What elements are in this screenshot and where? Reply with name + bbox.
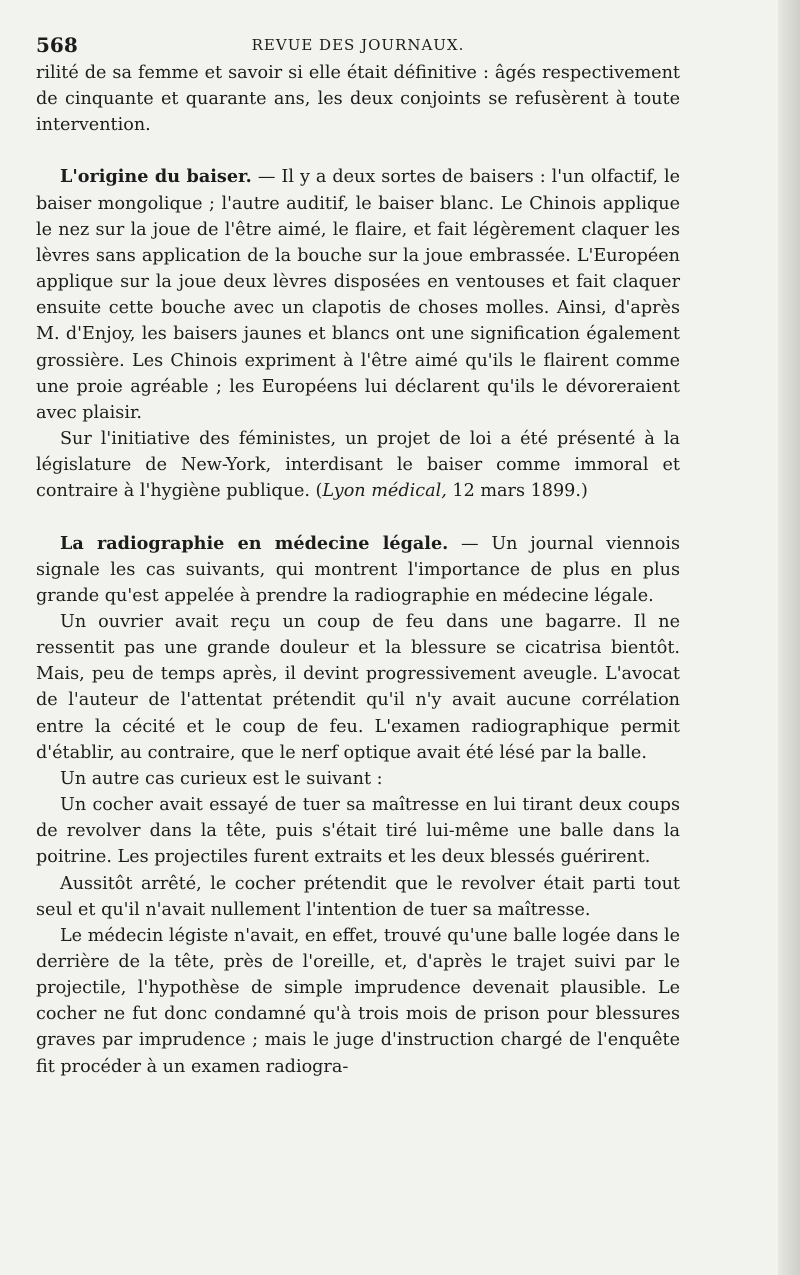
radiographie-paragraph-4: Un cocher avait essayé de tuer sa maîtresse en lui tirant deux coups de revolver dans la tête, puis s'était tiré lui-même une balle dans la poitrine. Les projectiles furent extraits et les deux blessés guérirent. — [36, 795, 680, 868]
running-title: REVUE DES JOURNAUX. — [251, 36, 465, 54]
continuation-paragraph: rilité de sa femme et savoir si elle était définitive : âgés respectivement de cinquante et quarante ans, les deux conjoints se refusèrent à toute intervention. — [36, 63, 680, 136]
baiser-paragraph-2 — [36, 426, 680, 504]
citation-source: Lyon médical, — [322, 481, 447, 502]
page-edge-shadow — [778, 0, 800, 1275]
article-title-radiographie: La radiographie en médecine légale. — [60, 532, 449, 554]
article-origine-baiser — [36, 164, 680, 426]
article-title-baiser: L'origine du baiser. — [60, 166, 252, 188]
section-gap — [36, 138, 680, 164]
article-radiographie — [36, 531, 680, 609]
page-header — [36, 30, 680, 60]
radiographie-paragraph-2: Un ouvrier avait reçu un coup de feu dans une bagarre. Il ne ressentit pas une grande douleur et la blessure se cicatrisa bientôt. Mais, peu de temps après, il devint progressivement aveugle. L'avocat de l'auteur de l'attentat prétendit qu'il n'y avait aucune corrélation entre la cécité et le coup de feu. L'examen radiographique permit d'établir, au contraire, que le nerf optique avait été lésé par la balle. — [36, 611, 680, 763]
citation-date: 12 mars 1899.) — [446, 481, 588, 502]
baiser-paragraph-2-text: Sur l'initiative des féministes, un projet de loi a été présenté à la législature de New-York, interdisant le baiser comme immoral et contraire à l'hygiène publique. ( — [36, 429, 680, 502]
baiser-paragraph-1: — Il y a deux sortes de baisers : l'un olfactif, le baiser mongolique ; l'autre auditif, le baiser blanc. Le Chinois applique le nez sur la joue de l'être aimé, le flaire, et fait légèrement claquer les lèvres sans application de la bouche sur la joue embrassée. L'Européen applique sur la joue deux lèvres disposées en ventouses et fait claquer ensuite cette bouche avec un clapotis de choses molles. Ainsi, d'après M. d'Enjoy, les baisers jaunes et blancs ont une signification également grossière. Les Chinois expriment à l'être aimé qu'ils le flairent comme une proie agréable ; les Européens lui déclarent qu'ils le dévoreraient avec plaisir. — [36, 167, 680, 423]
page-body — [36, 30, 680, 1080]
main-text — [36, 60, 680, 1080]
radiographie-paragraph-3: Un autre cas curieux est le suivant : — [60, 768, 383, 789]
section-gap — [36, 505, 680, 531]
radiographie-paragraph-1: — Un journal viennois signale les cas suivants, qui montrent l'importance de plus en plus grande qu'est appelée à prendre la radiographie en médecine légale. — [36, 533, 681, 606]
radiographie-paragraph-6: Le médecin légiste n'avait, en effet, trouvé qu'une balle logée dans le derrière de la tête, près de l'oreille, et, d'après le trajet suivi par le projectile, l'hypothèse de simple imprudence devenait plausible. Le cocher ne fut donc condamné qu'à trois mois de prison pour blessures graves par imprudence ; mais le juge d'instruction chargé de l'enquête fit procéder à un examen radiogra- — [36, 925, 680, 1077]
radiographie-paragraph-5: Aussitôt arrêté, le cocher prétendit que le revolver était parti tout seul et qu'il n'avait nullement l'intention de tuer sa maîtresse. — [36, 873, 680, 920]
page-number: 568 — [36, 33, 78, 57]
